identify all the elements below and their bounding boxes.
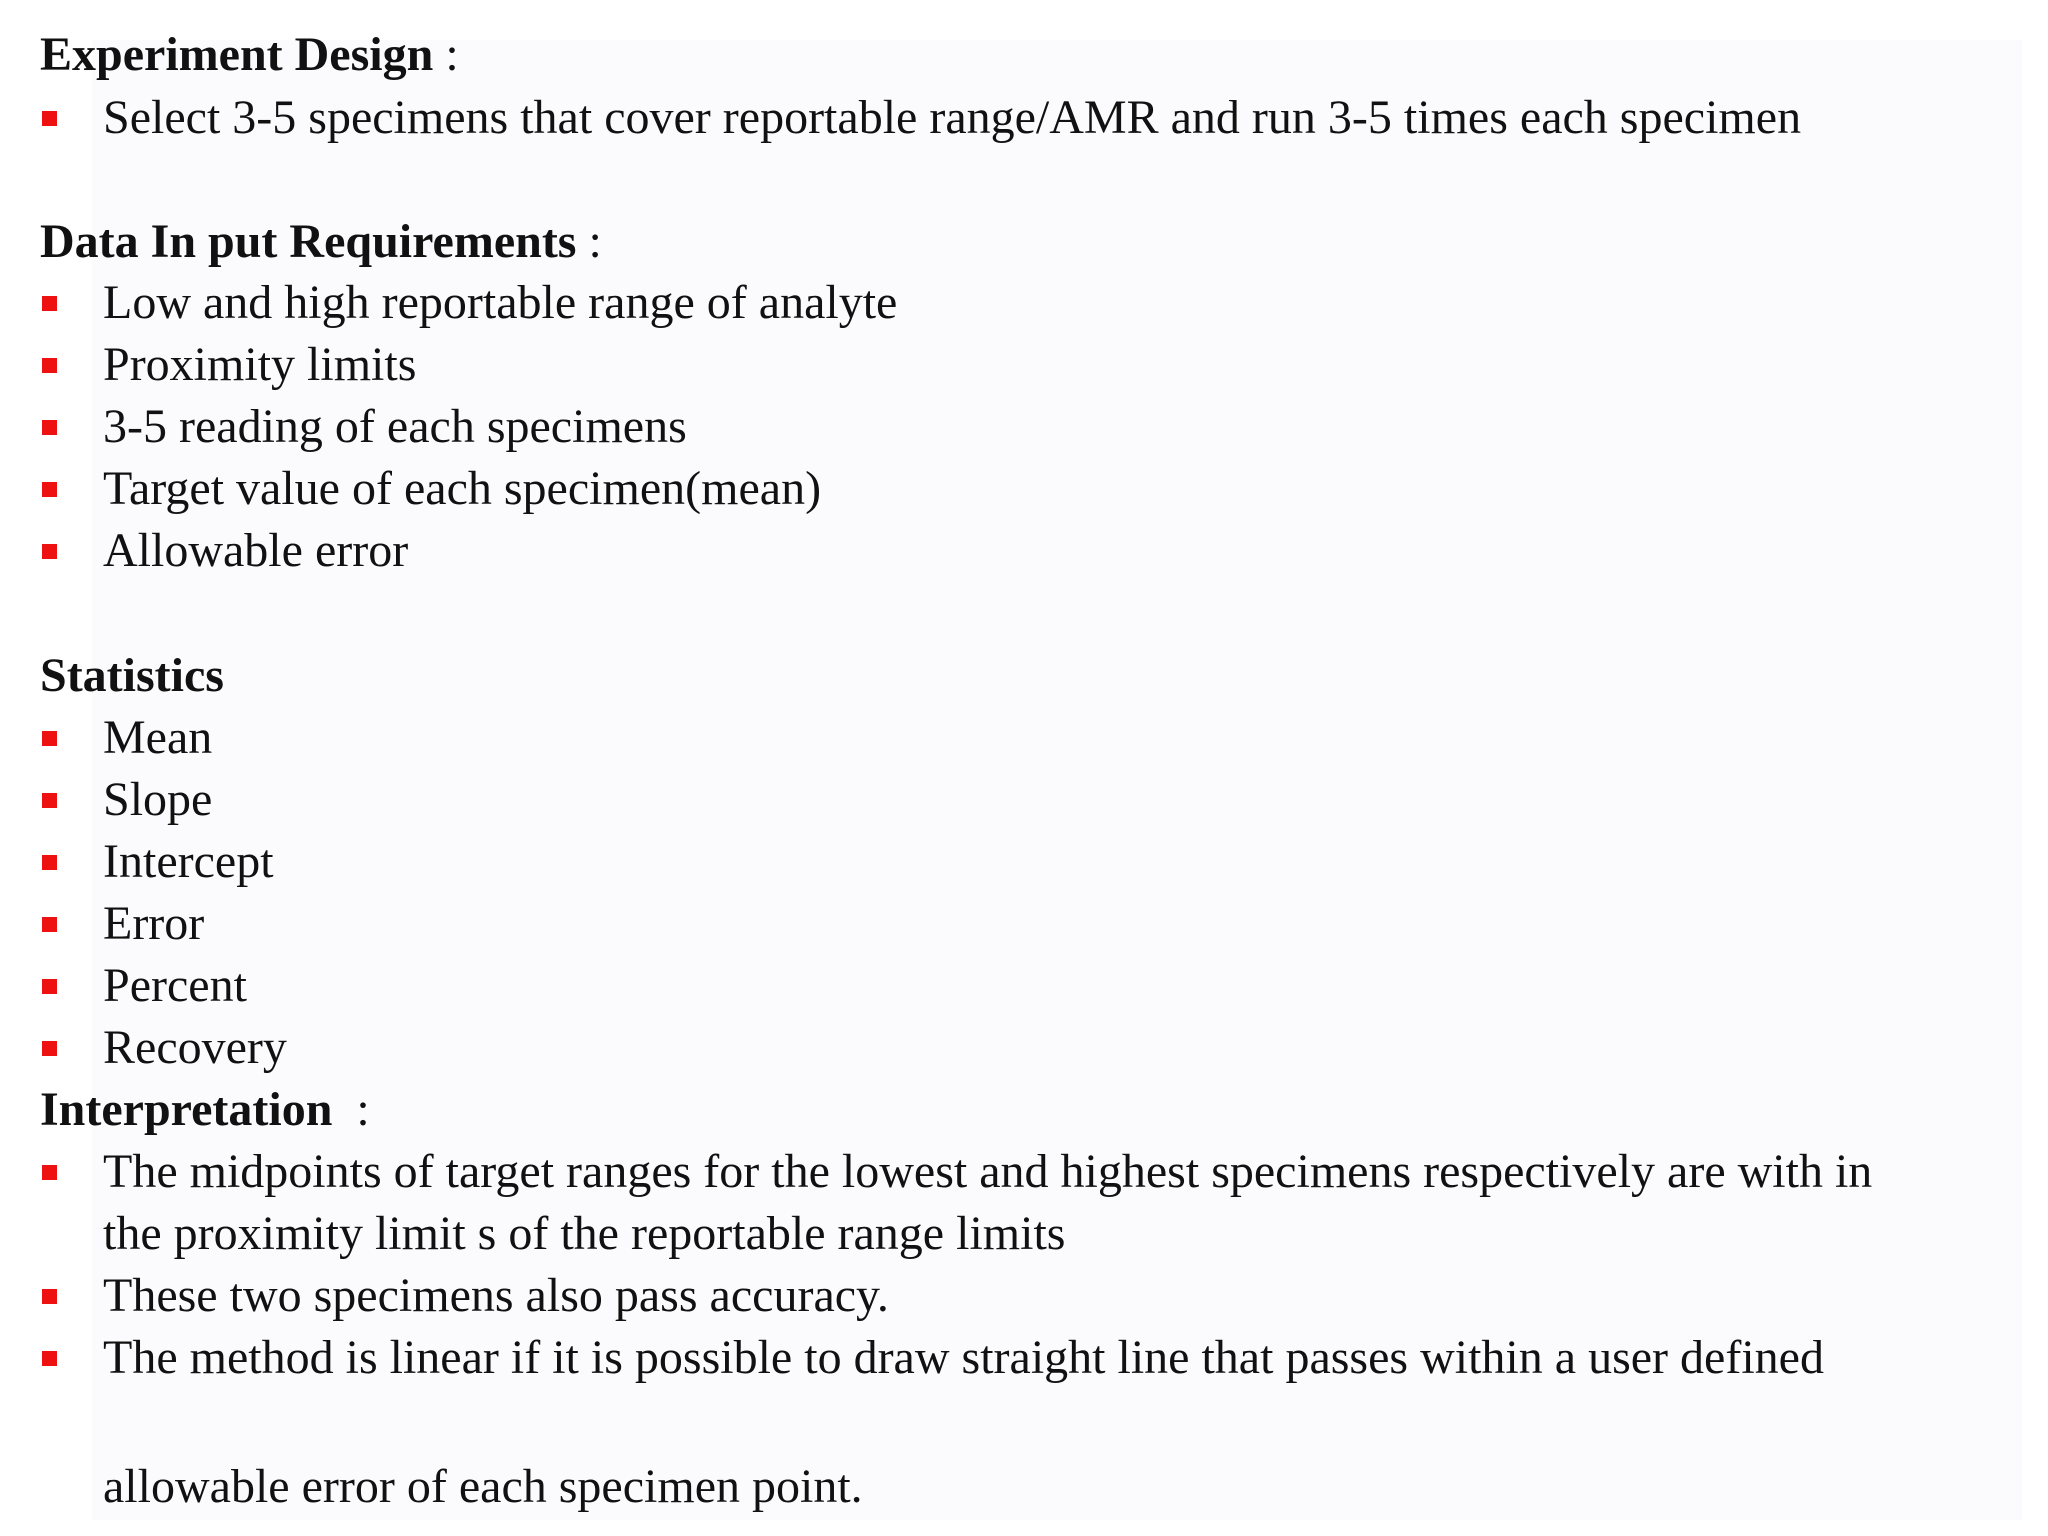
list-item-interpretation-3-line-2: allowable error of each specimen point. bbox=[103, 1460, 863, 1513]
list-item-statistics-intercept: Intercept bbox=[103, 835, 274, 888]
heading-interpretation-text: Interpretation bbox=[40, 1083, 333, 1136]
bullet-square-icon bbox=[42, 793, 57, 808]
bullet-square-icon bbox=[42, 1351, 57, 1366]
list-item-statistics-slope: Slope bbox=[103, 773, 213, 826]
bullet-square-icon bbox=[42, 420, 57, 435]
list-item-experiment-design-1: Select 3-5 specimens that cover reportable range/AMR and run 3-5 times each specimen bbox=[103, 91, 1802, 144]
bullet-square-icon bbox=[42, 917, 57, 932]
bullet-square-icon bbox=[42, 1165, 57, 1180]
bullet-square-icon bbox=[42, 1289, 57, 1304]
heading-data-input-requirements bbox=[40, 211, 602, 273]
heading-data-input-requirements-text: Data In put Requirements bbox=[40, 215, 577, 268]
heading-interpretation-colon: : bbox=[356, 1083, 370, 1136]
bullet-square-icon bbox=[42, 1041, 57, 1056]
list-item-statistics-error: Error bbox=[103, 897, 205, 950]
bullet-square-icon bbox=[42, 358, 57, 373]
list-item-data-input-1: Low and high reportable range of analyte bbox=[103, 276, 898, 329]
list-item-data-input-2: Proximity limits bbox=[103, 338, 417, 391]
bullet-square-icon bbox=[42, 979, 57, 994]
list-item-interpretation-2: These two specimens also pass accuracy. bbox=[103, 1269, 889, 1322]
bullet-square-icon bbox=[42, 731, 57, 746]
list-item-data-input-5: Allowable error bbox=[103, 524, 409, 577]
heading-interpretation bbox=[40, 1079, 370, 1141]
list-item-statistics-recovery: Recovery bbox=[103, 1021, 287, 1074]
list-item-data-input-3: 3-5 reading of each specimens bbox=[103, 400, 687, 453]
heading-experiment-design-text: Experiment Design bbox=[40, 28, 434, 81]
bullet-square-icon bbox=[42, 296, 57, 311]
bullet-square-icon bbox=[42, 482, 57, 497]
list-item-statistics-percent: Percent bbox=[103, 959, 247, 1012]
bullet-square-icon bbox=[42, 544, 57, 559]
heading-data-input-requirements-colon: : bbox=[588, 215, 602, 268]
heading-statistics bbox=[40, 645, 224, 707]
list-item-interpretation-1-line-1: The midpoints of target ranges for the lowest and highest specimens respectively are with in bbox=[103, 1145, 1873, 1198]
heading-statistics-text: Statistics bbox=[40, 649, 224, 702]
bullet-square-icon bbox=[42, 111, 57, 126]
bullet-square-icon bbox=[42, 855, 57, 870]
list-item-statistics-mean: Mean bbox=[103, 711, 213, 764]
heading-experiment-design-colon: : bbox=[445, 28, 459, 81]
list-item-data-input-4: Target value of each specimen(mean) bbox=[103, 462, 822, 515]
list-item-interpretation-1-line-2: the proximity limit s of the reportable range limits bbox=[103, 1207, 1066, 1260]
heading-experiment-design bbox=[40, 24, 459, 86]
list-item-interpretation-3-line-1: The method is linear if it is possible to draw straight line that passes within a user defined bbox=[103, 1331, 1824, 1384]
